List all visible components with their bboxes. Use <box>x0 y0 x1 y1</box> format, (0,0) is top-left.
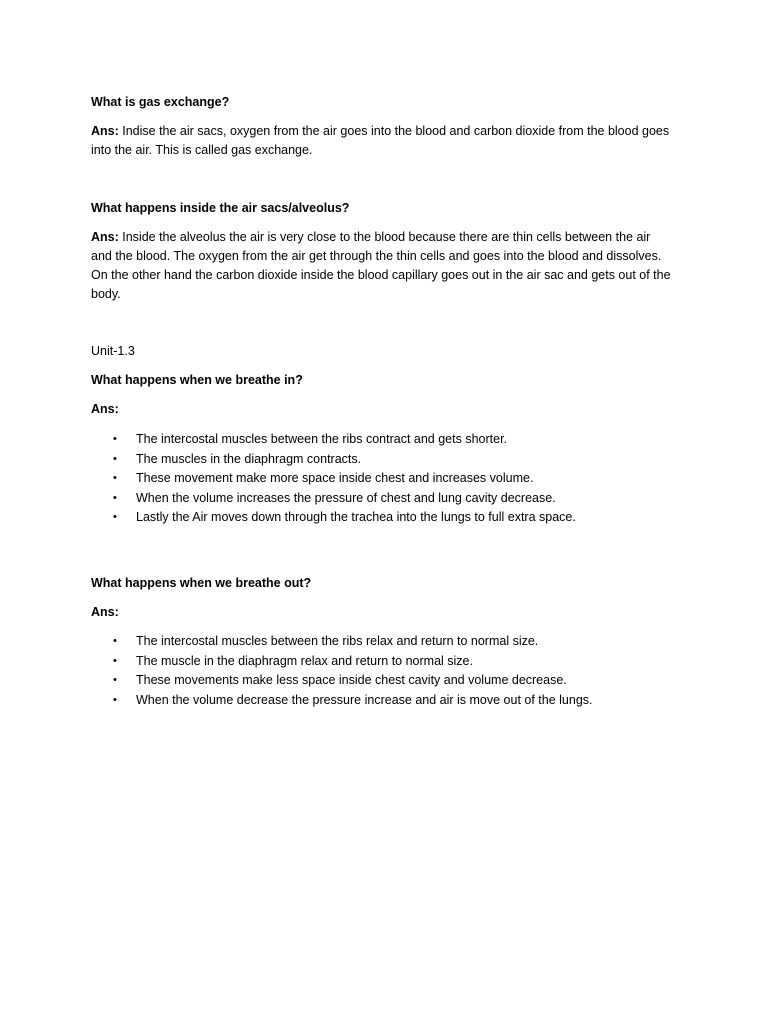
question-breathe-out: What happens when we breathe out? <box>91 576 312 590</box>
list-item: • These movements make less space inside chest cavity and volume decrease. <box>91 671 593 691</box>
bullet-icon: • <box>113 433 117 445</box>
answer-air-sacs <box>91 228 671 304</box>
bullet-icon: • <box>113 674 117 686</box>
answer-text: Indise the air sacs, oxygen from the air goes into the blood and carbon dioxide from the blood goes into the air. This is called gas exchange. <box>91 124 670 157</box>
answer-label: Ans: <box>91 230 119 244</box>
unit-heading: Unit-1.3 <box>91 344 135 358</box>
answer-label-breathe-out: Ans: <box>91 605 119 619</box>
question-air-sacs: What happens inside the air sacs/alveolus? <box>91 201 350 215</box>
list-item: • The intercostal muscles between the ribs relax and return to normal size. <box>91 632 593 652</box>
question-gas-exchange: What is gas exchange? <box>91 95 230 109</box>
question-breathe-in: What happens when we breathe in? <box>91 373 303 387</box>
answer-gas-exchange <box>91 122 671 160</box>
list-item: • The intercostal muscles between the ribs contract and gets shorter. <box>91 430 576 450</box>
breathe-in-list <box>91 430 576 528</box>
answer-text: Inside the alveolus the air is very close to the blood because there are thin cells between the air and the blood. The oxygen from the air get through the thin cells and goes into the blood and dissolves. On the other hand the carbon dioxide inside the blood capillary goes out in the air sac and gets out of the body. <box>91 230 671 301</box>
list-item: • Lastly the Air moves down through the trachea into the lungs to full extra space. <box>91 508 576 528</box>
bullet-icon: • <box>113 511 117 523</box>
breathe-out-list <box>91 632 593 710</box>
bullet-icon: • <box>113 452 117 465</box>
list-item: • When the volume increases the pressure of chest and lung cavity decrease. <box>91 489 576 509</box>
bullet-icon: • <box>113 654 117 667</box>
list-item: • The muscles in the diaphragm contracts. <box>91 450 576 470</box>
bullet-icon: • <box>113 635 117 647</box>
answer-label: Ans: <box>91 124 119 138</box>
bullet-icon: • <box>113 491 117 504</box>
list-item: • These movement make more space inside chest and increases volume. <box>91 469 576 489</box>
list-item: • The muscle in the diaphragm relax and return to normal size. <box>91 652 593 672</box>
answer-label-breathe-in: Ans: <box>91 402 119 416</box>
bullet-icon: • <box>113 472 117 484</box>
list-item: • When the volume decrease the pressure increase and air is move out of the lungs. <box>91 691 593 711</box>
bullet-icon: • <box>113 693 117 706</box>
